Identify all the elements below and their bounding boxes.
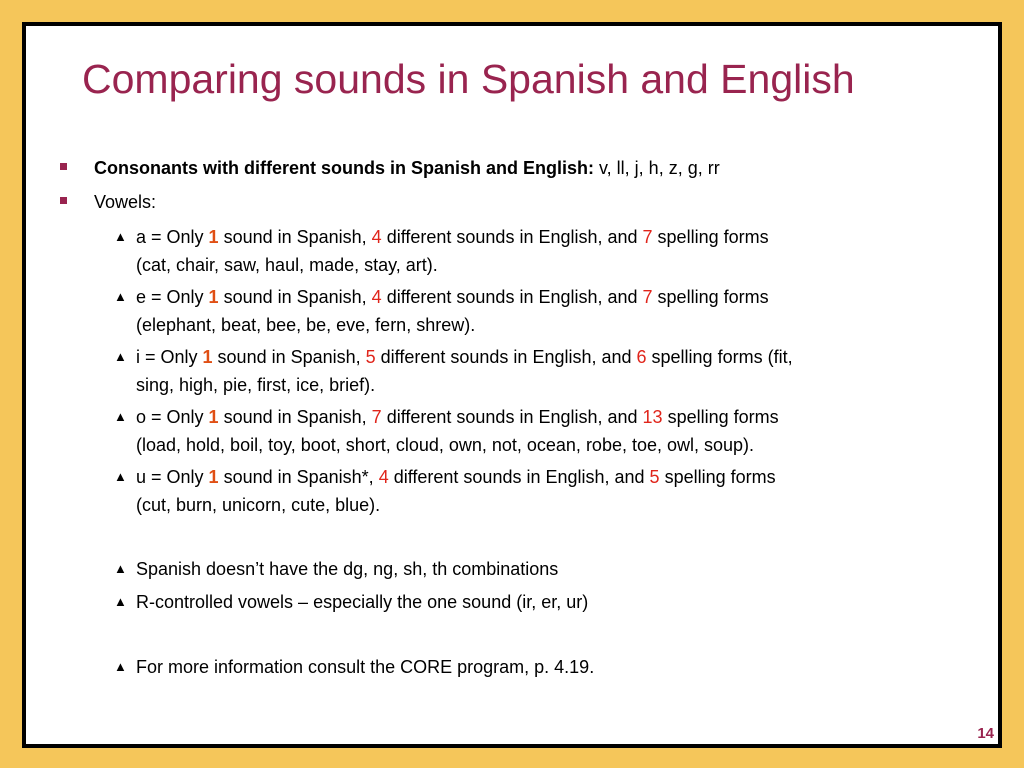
- english-count: 4: [378, 467, 389, 487]
- vowel-text: [136, 463, 976, 519]
- english-count: 4: [371, 287, 382, 307]
- arrow-bullet-icon: ▲: [114, 561, 127, 576]
- examples: sing, high, pie, first, ice, brief).: [136, 375, 376, 395]
- english-count: 7: [371, 407, 382, 427]
- text-seg: spelling forms: [662, 407, 779, 427]
- slide-title: Comparing sounds in Spanish and English: [82, 56, 855, 102]
- spanish-count: 1: [208, 467, 219, 487]
- text-seg: spelling forms: [652, 287, 769, 307]
- text-seg: sound in Spanish*,: [218, 467, 379, 487]
- bullet-value: v, ll, j, h, z, g, rr: [594, 158, 720, 178]
- spanish-count: 1: [208, 287, 219, 307]
- vowel-text: [136, 283, 976, 339]
- square-bullet-icon: [60, 197, 67, 204]
- text-seg: spelling forms: [652, 227, 769, 247]
- text-seg: sound in Spanish,: [218, 287, 372, 307]
- spelling-count: 7: [642, 227, 653, 247]
- arrow-bullet-icon: ▲: [114, 289, 127, 304]
- vowel-text: [136, 403, 976, 459]
- vowel-text: [136, 223, 976, 279]
- spanish-count: 1: [208, 407, 219, 427]
- arrow-bullet-icon: ▲: [114, 469, 127, 484]
- spelling-count: 5: [649, 467, 660, 487]
- examples: (load, hold, boil, toy, boot, short, cloud, own, not, ocean, robe, toe, owl, soup).: [136, 435, 755, 455]
- examples: (cat, chair, saw, haul, made, stay, art).: [136, 255, 438, 275]
- examples: (cut, burn, unicorn, cute, blue).: [136, 495, 381, 515]
- page-number: 14: [977, 725, 994, 742]
- bullet-text: Vowels:: [94, 192, 157, 212]
- bullet-text: [94, 158, 720, 179]
- spanish-count: 1: [202, 347, 213, 367]
- text-seg: sound in Spanish,: [218, 227, 372, 247]
- vowel-prefix: a = Only: [136, 227, 209, 247]
- note-text: R-controlled vowels – especially the one sound (ir, er, ur): [136, 592, 589, 612]
- examples: (elephant, beat, bee, be, eve, fern, shrew).: [136, 315, 476, 335]
- spanish-count: 1: [208, 227, 219, 247]
- text-seg: spelling forms: [659, 467, 776, 487]
- arrow-bullet-icon: ▲: [114, 349, 127, 364]
- vowel-prefix: u = Only: [136, 467, 209, 487]
- english-count: 5: [365, 347, 376, 367]
- spelling-count: 13: [642, 407, 663, 427]
- vowel-prefix: i = Only: [136, 347, 203, 367]
- text-seg: different sounds in English, and: [375, 347, 637, 367]
- text-seg: different sounds in English, and: [388, 467, 650, 487]
- arrow-bullet-icon: ▲: [114, 594, 127, 609]
- spelling-count: 6: [636, 347, 647, 367]
- text-seg: sound in Spanish,: [212, 347, 366, 367]
- vowel-prefix: o = Only: [136, 407, 209, 427]
- arrow-bullet-icon: ▲: [114, 659, 127, 674]
- text-seg: different sounds in English, and: [381, 287, 643, 307]
- square-bullet-icon: [60, 163, 67, 170]
- text-seg: sound in Spanish,: [218, 407, 372, 427]
- arrow-bullet-icon: ▲: [114, 229, 127, 244]
- vowel-text: [136, 343, 976, 399]
- text-seg: spelling forms (fit,: [646, 347, 793, 367]
- arrow-bullet-icon: ▲: [114, 409, 127, 424]
- slide: [22, 22, 1002, 748]
- text-seg: different sounds in English, and: [381, 407, 643, 427]
- text-seg: different sounds in English, and: [381, 227, 643, 247]
- note-text: Spanish doesn’t have the dg, ng, sh, th combinations: [136, 559, 559, 579]
- english-count: 4: [371, 227, 382, 247]
- spelling-count: 7: [642, 287, 653, 307]
- vowel-prefix: e = Only: [136, 287, 209, 307]
- bullet-label: Consonants with different sounds in Spanish and English:: [94, 158, 595, 178]
- note-text: For more information consult the CORE program, p. 4.19.: [136, 657, 595, 677]
